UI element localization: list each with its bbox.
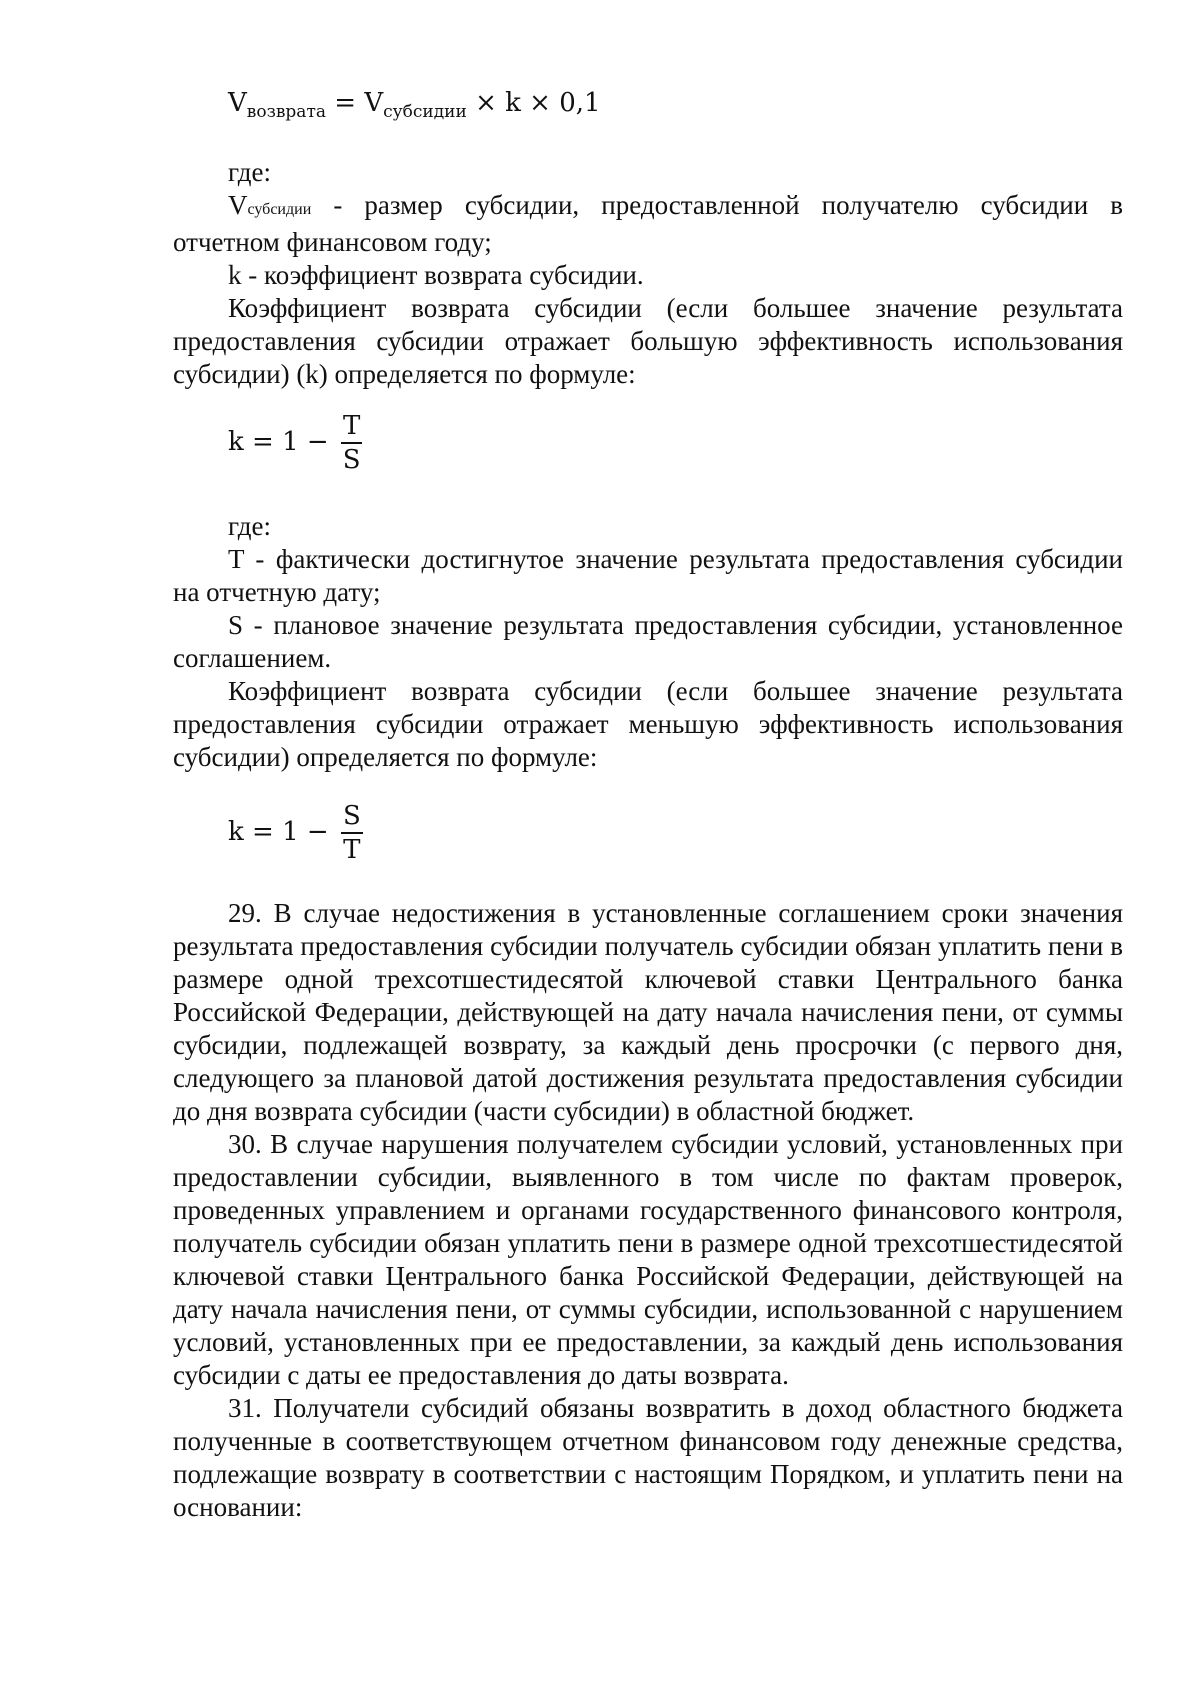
coefficient-paragraph-1: Коэффициент возврата субсидии (если большее значение результата предоставления субсидии отражает большую эффективность использования субсидии) (k) определяется по формуле: (173, 293, 1123, 389)
fraction-t-over-s (341, 410, 362, 476)
formula1-lhs: V (228, 88, 247, 118)
clause-31: 31. Получатели субсидий обязаны возвратить в доход областного бюджета полученные в соответствующем отчетном финансовом году денежные средства, подлежащие возврату в соответствии с настоящим Порядком, и уплатить пени на основании: (173, 1393, 1123, 1522)
formula2-lhs: k = 1 − (228, 427, 329, 457)
penalty-clauses-block (173, 897, 1123, 1524)
coefficient-paragraph-2: Коэффициент возврата субсидии (если большее значение результата предоставления субсидии отражает меньшую эффективность использования субсидии) определяется по формуле: (173, 676, 1123, 772)
vsub-subscript: субсидии (247, 201, 312, 218)
clause-29: 29. В случае недостижения в установленные соглашением сроки значения результата предоставления субсидии получатель субсидии обязан уплатить пени в размере одной трехсотшестидесятой ключевой ставки Центрального банка Российской Федерации, действующей на дату начала начисления пени, от суммы субсидии, подлежащей возврату, за каждый день просрочки (с первого дня, следующего за плановой датой достижения результата предоставления субсидии до дня возврата субсидии (части субсидии) в областной бюджет. (173, 898, 1123, 1126)
formula1-rhs-sub: субсидии (383, 102, 467, 122)
vsub-text: - размер субсидии, предоставленной получателю субсидии в отчетном финансовом году; (173, 190, 1123, 257)
formula-k-s-over-t (228, 800, 363, 866)
formula3-lhs: k = 1 − (228, 817, 329, 847)
fraction-s-over-t (341, 800, 363, 866)
s-definition: S - плановое значение результата предоставления субсидии, установленное соглашением. (173, 610, 1123, 673)
formula1-lhs-sub: возврата (246, 102, 326, 122)
formula-return-volume (228, 88, 601, 122)
formula1-eq: = V (326, 88, 384, 118)
vsub-definition (173, 189, 1123, 259)
fraction-numerator: S (341, 800, 363, 834)
fraction-denominator: S (342, 445, 361, 475)
t-definition: T - фактически достигнутое значение результата предоставления субсидии на отчетную дату; (173, 544, 1123, 607)
k-definition: k - коэффициент возврата субсидии. (228, 260, 644, 290)
where-label-2: где: (228, 511, 271, 541)
vsub-symbol: V (228, 190, 248, 220)
formula1-tail: × k × 0,1 (466, 88, 601, 118)
where-label-1: где: (228, 157, 271, 187)
definitions-block-2 (173, 510, 1123, 774)
formula-k-t-over-s (228, 410, 362, 476)
fraction-denominator: T (343, 835, 361, 865)
definitions-block-1 (173, 156, 1123, 391)
clause-30: 30. В случае нарушения получателем субсидии условий, установленных при предоставлении субсидии, выявленного в том числе по фактам проверок, проведенных управлением и органами государственного финансового контроля, получатель субсидии обязан уплатить пени в размере одной трехсотшестидесятой ключевой ставки Центрального банка Российской Федерации, действующей на дату начала начисления пени, от суммы субсидии, использованной с нарушением условий, установленных при ее предоставлении, за каждый день использования субсидии с даты ее предоставления до даты возврата. (173, 1129, 1123, 1390)
fraction-numerator: T (341, 410, 362, 444)
